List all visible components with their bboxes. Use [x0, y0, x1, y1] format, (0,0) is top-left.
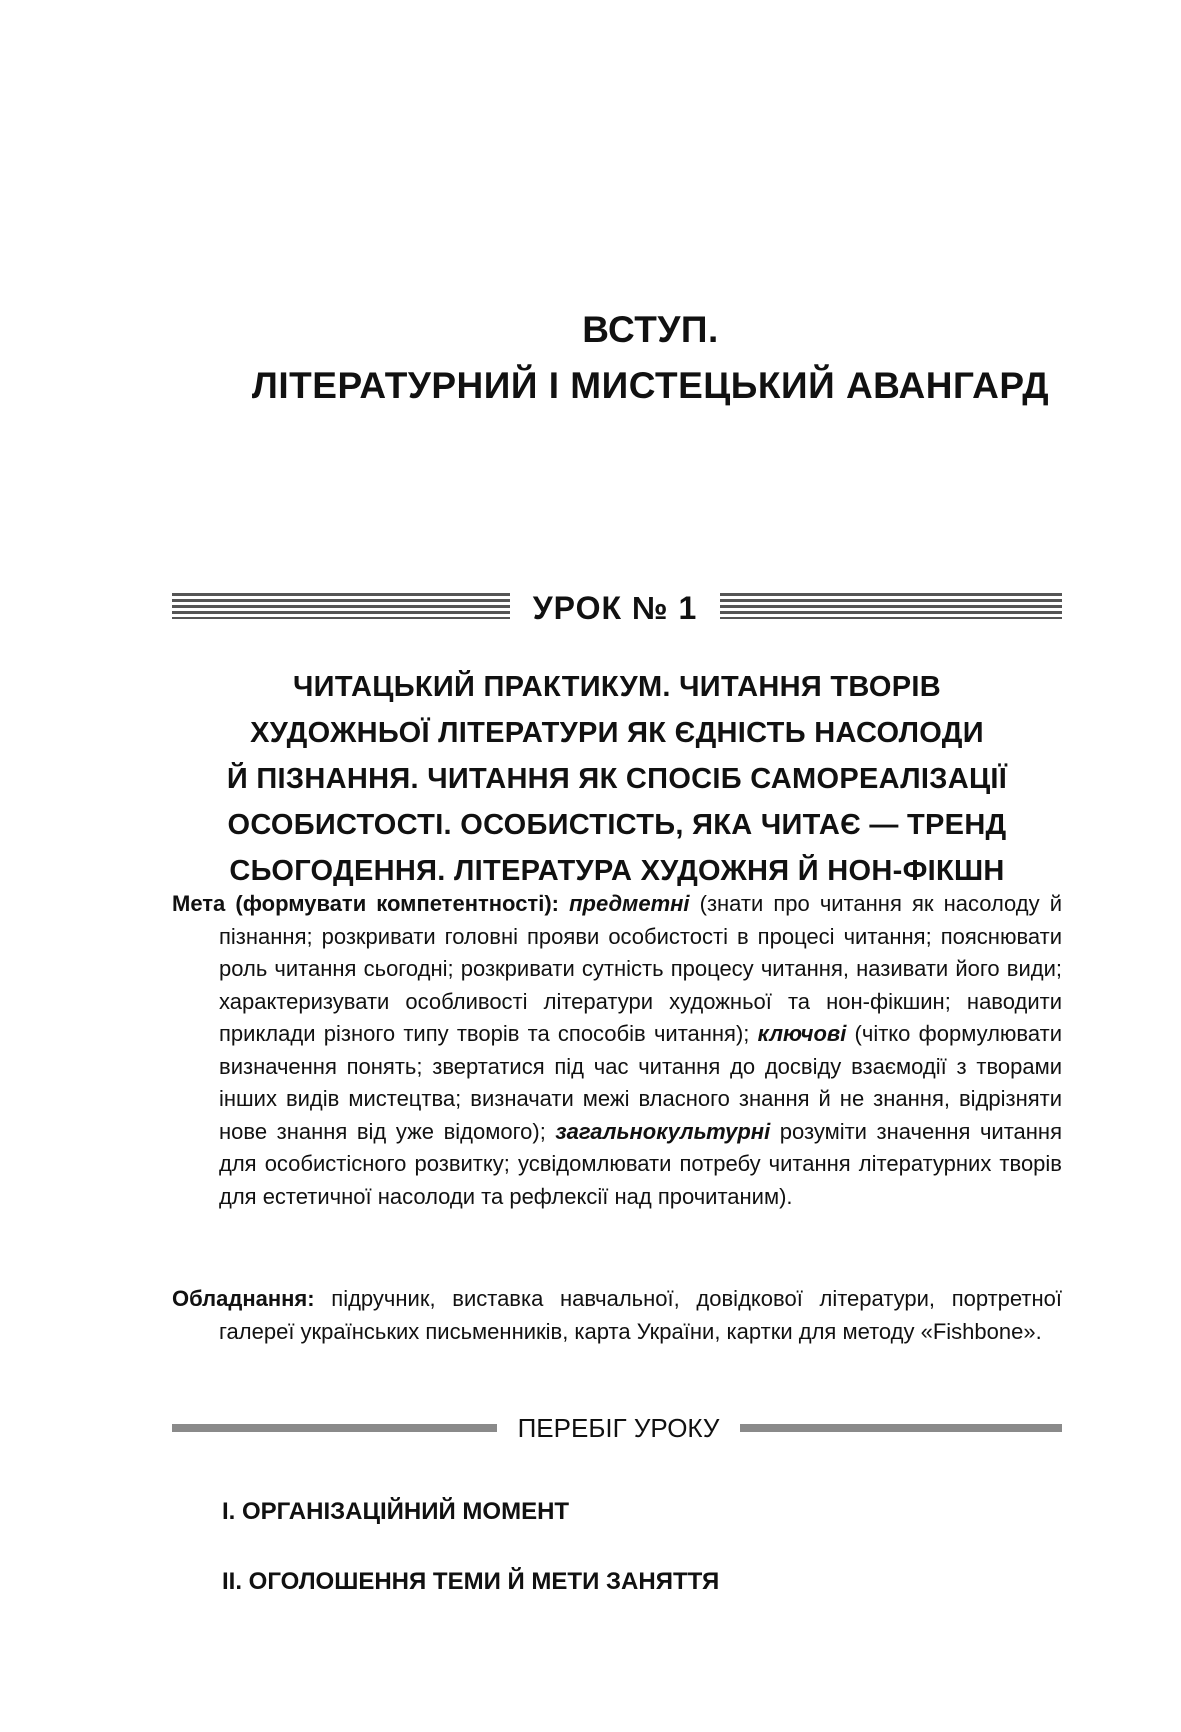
goal-colon: :: [551, 891, 570, 916]
goal-text-cultural: розуміти значення читання для особистісного розвитку; усвідомлювати потребу читання літературних творів для естетичної насолоди та рефлексії над прочитаним).: [219, 1118, 1062, 1209]
lesson-topic: [172, 664, 1062, 894]
chapter-title: [0, 302, 1181, 414]
progress-divider-left: [172, 1424, 497, 1432]
lesson-header-stripes-left: [172, 593, 510, 619]
lesson-number: УРОК № 1: [532, 590, 698, 626]
goal-keyword-subject: предметні: [569, 891, 690, 916]
topic-line: Й ПІЗНАННЯ. ЧИТАННЯ ЯК СПОСІБ САМОРЕАЛІЗАЦІЇ: [226, 763, 1008, 795]
equipment-paragraph: [172, 1283, 1062, 1348]
lesson-header-stripes-right: [720, 593, 1062, 619]
chapter-title-line-1: ВСТУП.: [582, 309, 719, 350]
goal-label: Мета (формувати компетентності): [172, 891, 552, 916]
goal-paragraph: [172, 888, 1062, 1213]
section-heading-organizational: І. ОРГАНІЗАЦІЙНИЙ МОМЕНТ: [222, 1498, 570, 1525]
goal-keyword-key: ключові: [757, 1021, 847, 1046]
equipment-colon: :: [307, 1286, 332, 1311]
lesson-progress-header: [172, 1408, 1062, 1448]
topic-line: ЧИТАЦЬКИЙ ПРАКТИКУМ. ЧИТАННЯ ТВОРІВ: [293, 671, 941, 703]
topic-line: ХУДОЖНЬОЇ ЛІТЕРАТУРИ ЯК ЄДНІСТЬ НАСОЛОДИ: [250, 717, 984, 749]
lesson-progress-title: ПЕРЕБІГ УРОКУ: [517, 1413, 720, 1443]
equipment-label: Обладнання: [172, 1286, 308, 1311]
equipment-text: підручник, виставка навчальної, довідкової літератури, портретної галереї українських письменників, карта України, картки для методу «Fishbone».: [219, 1286, 1062, 1344]
goal-text-key: (чітко формулювати визначення понять; звертатися під час читання до досвіду взаємодії з творами інших видів мистецтва; визначати межі власного знання й не знання, відрізняти нове знання від уже відомого);: [219, 1021, 1062, 1144]
chapter-title-line-2: ЛІТЕРАТУРНИЙ І МИСТЕЦЬКИЙ АВАНГАРД: [251, 365, 1050, 406]
goal-keyword-cultural: загальнокультурні: [555, 1118, 771, 1144]
lesson-header: [172, 588, 1062, 628]
topic-line: ОСОБИСТОСТІ. ОСОБИСТІСТЬ, ЯКА ЧИТАЄ — ТРЕНД: [227, 809, 1007, 841]
topic-line: СЬОГОДЕННЯ. ЛІТЕРАТУРА ХУДОЖНЯ Й НОН-ФІКШН: [229, 855, 1005, 887]
goal-text-subject: (знати про читання як насолоду й пізнання; розкривати головні прояви особистості в процесі читання; пояснювати роль читання сьогодні; розкривати сутність процесу читання, називати його види; характеризувати особливості літератури художньої та нон-фікшин; наводити приклади різного типу творів та способів читання);: [219, 891, 1063, 1046]
progress-divider-right: [740, 1424, 1062, 1432]
section-heading-topic-announcement: ІІ. ОГОЛОШЕННЯ ТЕМИ Й МЕТИ ЗАНЯТТЯ: [222, 1568, 720, 1595]
